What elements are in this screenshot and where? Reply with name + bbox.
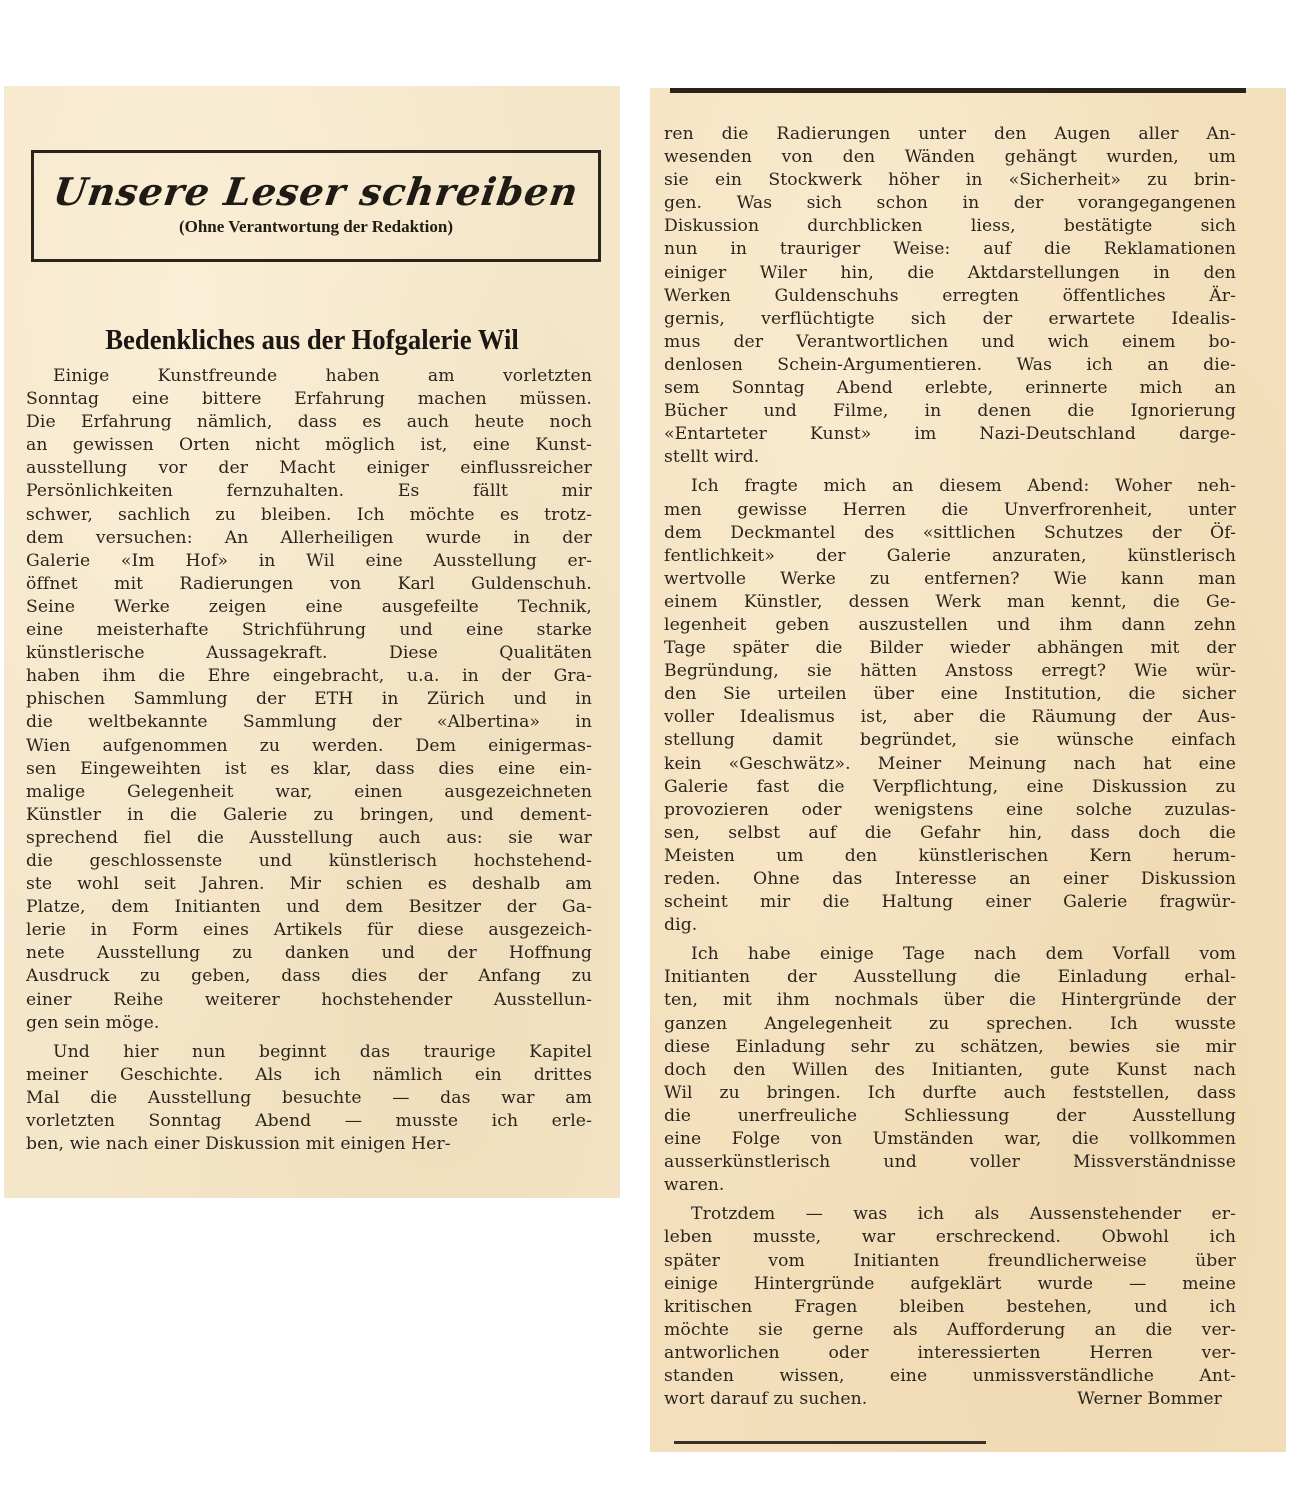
masthead-subtitle: (Ohne Verantwortung der Redaktion): [178, 217, 454, 236]
text-line: einem Künstler, dessen Werk man kennt, die Ge-: [664, 591, 1236, 612]
text-line: Ausdruck zu geben, dass dies der Anfang zu: [26, 966, 592, 987]
text-line: meiner Geschichte. Als ich nämlich ein drittes: [26, 1064, 592, 1085]
article-headline: Bedenkliches aus der Hofgalerie Wil: [105, 324, 519, 356]
text-line: Persönlichkeiten fernzuhalten. Es fällt mir: [26, 481, 592, 502]
text-line: gen sein möge.: [26, 1012, 160, 1033]
text-line: dem Deckmantel des «sittlichen Schutzes der Öf-: [664, 522, 1236, 543]
text-line: antworlichen oder interessierten Herren ver-: [664, 1342, 1236, 1363]
text-line: ten, mit ihm nochmals über die Hintergründe der: [664, 990, 1236, 1011]
column-bottom-rule: [674, 1441, 986, 1444]
text-line: kein «Geschwätz». Meiner Meinung nach hat eine: [664, 753, 1236, 774]
text-line: Initianten der Ausstellung die Einladung erhal-: [664, 967, 1236, 988]
text-line: nete Ausstellung zu danken und der Hoffnung: [26, 943, 592, 964]
text-line: Die Erfahrung nämlich, dass es auch heute noch: [26, 412, 592, 433]
article-column-right: [664, 123, 1236, 1417]
text-line: Galerie fast die Verpflichtung, eine Diskussion zu: [664, 776, 1236, 797]
text-line: Trotzdem — was ich als Aussenstehender er-: [691, 1204, 1236, 1225]
text-line: sem Sonntag Abend erlebte, erinnerte mich an: [664, 378, 1236, 399]
text-line: voller Idealismus ist, aber die Räumung der Aus-: [664, 707, 1236, 728]
text-line: kritischen Fragen bleiben bestehen, und ich: [664, 1296, 1236, 1317]
text-line: lerie in Form eines Artikels für diese ausgezeich-: [26, 920, 592, 941]
article-paragraph: [26, 1041, 592, 1156]
text-line: Und hier nun beginnt das traurige Kapitel: [53, 1041, 592, 1062]
text-line: gen. Was sich schon in der vorangegangenen: [664, 193, 1236, 214]
text-line: stellt wird.: [664, 447, 760, 468]
text-line: die geschlossenste und künstlerisch hochstehend-: [26, 850, 592, 871]
text-line: sprechend fiel die Ausstellung auch aus: sie war: [26, 827, 592, 848]
text-line: scheint mir die Haltung einer Galerie fragwür-: [664, 892, 1236, 913]
article-paragraph: [664, 1203, 1236, 1411]
text-line: Meisten um den künstlerischen Kern herum-: [664, 845, 1236, 866]
text-line: sen Eingeweihten ist es klar, dass dies eine ein-: [26, 758, 592, 779]
text-line: vorletzten Sonntag Abend — musste ich erle-: [26, 1111, 592, 1131]
article-paragraph: [26, 365, 592, 1035]
text-line: einiger Wiler hin, die Aktdarstellungen in den: [664, 262, 1236, 283]
article-column-left: [26, 365, 592, 1162]
text-line: Ich habe einige Tage nach dem Vorfall vom: [691, 944, 1236, 965]
text-line: schwer, sachlich zu bleiben. Ich möchte es trotz-: [26, 504, 592, 525]
text-line: öffnet mit Radierungen von Karl Guldenschuh.: [26, 573, 592, 594]
text-line: an gewissen Orten nicht möglich ist, eine Kunst-: [26, 435, 592, 456]
text-line: mus der Verantwortlichen und wich einem bo-: [664, 331, 1236, 352]
text-line: den Sie urteilen über eine Institution, die sicher: [664, 684, 1236, 705]
text-line: «Entarteter Kunst» im Nazi-Deutschland darge-: [664, 424, 1236, 445]
text-line: ausstellung vor der Macht einiger einflussreicher: [26, 458, 592, 479]
text-line: gernis, verflüchtigte sich der erwartete Idealis-: [664, 308, 1236, 329]
text-line: dem versuchen: An Allerheiligen wurde in der: [26, 527, 592, 548]
text-line: leben musste, war erschreckend. Obwohl ich: [664, 1227, 1236, 1248]
text-line: men gewisse Herren die Unverfrorenheit, unter: [664, 499, 1236, 520]
text-line: stellung damit begründet, sie wünsche einfach: [664, 730, 1236, 751]
text-line: diese Einladung sehr zu schätzen, bewies sie mir: [664, 1036, 1236, 1057]
text-line: möchte sie gerne als Aufforderung an die ver-: [664, 1319, 1236, 1340]
text-line: einer Reihe weiterer hochstehender Ausstellun-: [26, 989, 592, 1010]
text-line: Werken Guldenschuhs erregten öffentliches Är-: [664, 285, 1236, 306]
text-line: wertvolle Werke zu entfernen? Wie kann man: [664, 568, 1236, 589]
text-line: reden. Ohne das Interesse an einer Diskussion: [664, 869, 1236, 889]
text-line: Wil zu bringen. Ich durfte auch feststellen, dass: [664, 1082, 1236, 1103]
masthead-title: Unsere Leser schreiben: [50, 169, 582, 214]
text-line: doch den Willen des Initianten, gute Kunst nach: [664, 1059, 1236, 1080]
text-line: später vom Initianten freundlicherweise über: [664, 1250, 1236, 1271]
text-line: Diskussion durchblicken liess, bestätigte sich: [664, 216, 1236, 237]
text-line: Bücher und Filme, in denen die Ignorierung: [664, 401, 1236, 422]
text-line: phischen Sammlung der ETH in Zürich und in: [26, 689, 592, 710]
text-line: eine Folge von Umständen war, die vollkommen: [664, 1129, 1236, 1150]
text-line: wesenden von den Wänden gehängt wurden, um: [664, 147, 1236, 168]
text-line: Sonntag eine bittere Erfahrung machen müssen.: [26, 389, 592, 410]
article-paragraph: [664, 943, 1236, 1197]
column-top-rule: [670, 88, 1246, 93]
text-line: ausserkünstlerisch und voller Missverständnisse: [664, 1152, 1236, 1173]
text-line: Ich fragte mich an diesem Abend: Woher neh-: [691, 476, 1236, 497]
text-line: Begründung, sie hätten Anstoss erregt? Wie wür-: [664, 661, 1236, 682]
text-line: eine meisterhafte Strichführung und eine starke: [26, 620, 592, 641]
text-line: Seine Werke zeigen eine ausgefeilte Technik,: [26, 596, 592, 617]
text-line: Platze, dem Initianten und dem Besitzer der Ga-: [26, 897, 592, 918]
text-line: fentlichkeit» der Galerie anzuraten, künstlerisch: [664, 545, 1236, 566]
text-line: künstlerische Aussagekraft. Diese Qualitäten: [26, 643, 592, 664]
masthead-box: [31, 150, 601, 262]
newspaper-clipping-right: [650, 88, 1286, 1452]
text-line: die weltbekannte Sammlung der «Albertina» in: [26, 712, 592, 733]
closing-line: wort darauf zu suchen.: [664, 1389, 868, 1410]
text-line: ren die Radierungen unter den Augen aller An-: [664, 124, 1236, 144]
newspaper-clipping-left: [4, 86, 620, 1198]
text-line: nun in trauriger Weise: auf die Reklamationen: [664, 239, 1236, 260]
text-line: denlosen Schein-Argumentieren. Was ich an die-: [664, 354, 1236, 375]
text-line: waren.: [664, 1175, 725, 1196]
text-line: ste wohl seit Jahren. Mir schien es deshalb am: [26, 874, 592, 895]
text-line: Wien aufgenommen zu werden. Dem einigermas-: [26, 735, 592, 756]
text-line: ben, wie nach einer Diskussion mit einigen Her-: [26, 1134, 451, 1155]
text-line: Einige Kunstfreunde haben am vorletzten: [53, 366, 592, 386]
text-line: sie ein Stockwerk höher in «Sicherheit» zu brin-: [664, 170, 1236, 191]
text-line: die unerfreuliche Schliessung der Ausstellung: [664, 1105, 1236, 1126]
text-line: malige Gelegenheit war, einen ausgezeichneten: [26, 781, 592, 802]
author-signature: Werner Bommer: [1077, 1389, 1222, 1410]
closing-row: [664, 1388, 1236, 1411]
text-line: Künstler in die Galerie zu bringen, und dement-: [26, 804, 592, 825]
text-line: ganzen Angelegenheit zu sprechen. Ich wusste: [664, 1013, 1236, 1034]
article-paragraph: [664, 123, 1236, 469]
text-line: einige Hintergründe aufgeklärt wurde — meine: [664, 1273, 1236, 1294]
text-line: standen wissen, eine unmissverständliche Ant-: [664, 1365, 1236, 1386]
text-line: Mal die Ausstellung besuchte — das war am: [26, 1087, 592, 1108]
text-line: sen, selbst auf die Gefahr hin, dass doch die: [664, 822, 1236, 843]
text-line: legenheit geben auszustellen und ihm dann zehn: [664, 614, 1236, 635]
text-line: dig.: [664, 915, 698, 936]
text-line: haben ihm die Ehre eingebracht, u.a. in der Gra-: [26, 666, 592, 687]
text-line: Galerie «Im Hof» in Wil eine Ausstellung er-: [26, 550, 592, 571]
text-line: provozieren oder wenigstens eine solche zuzulas-: [664, 799, 1236, 820]
text-line: Tage später die Bilder wieder abhängen mit der: [664, 638, 1236, 659]
article-paragraph: [664, 475, 1236, 937]
